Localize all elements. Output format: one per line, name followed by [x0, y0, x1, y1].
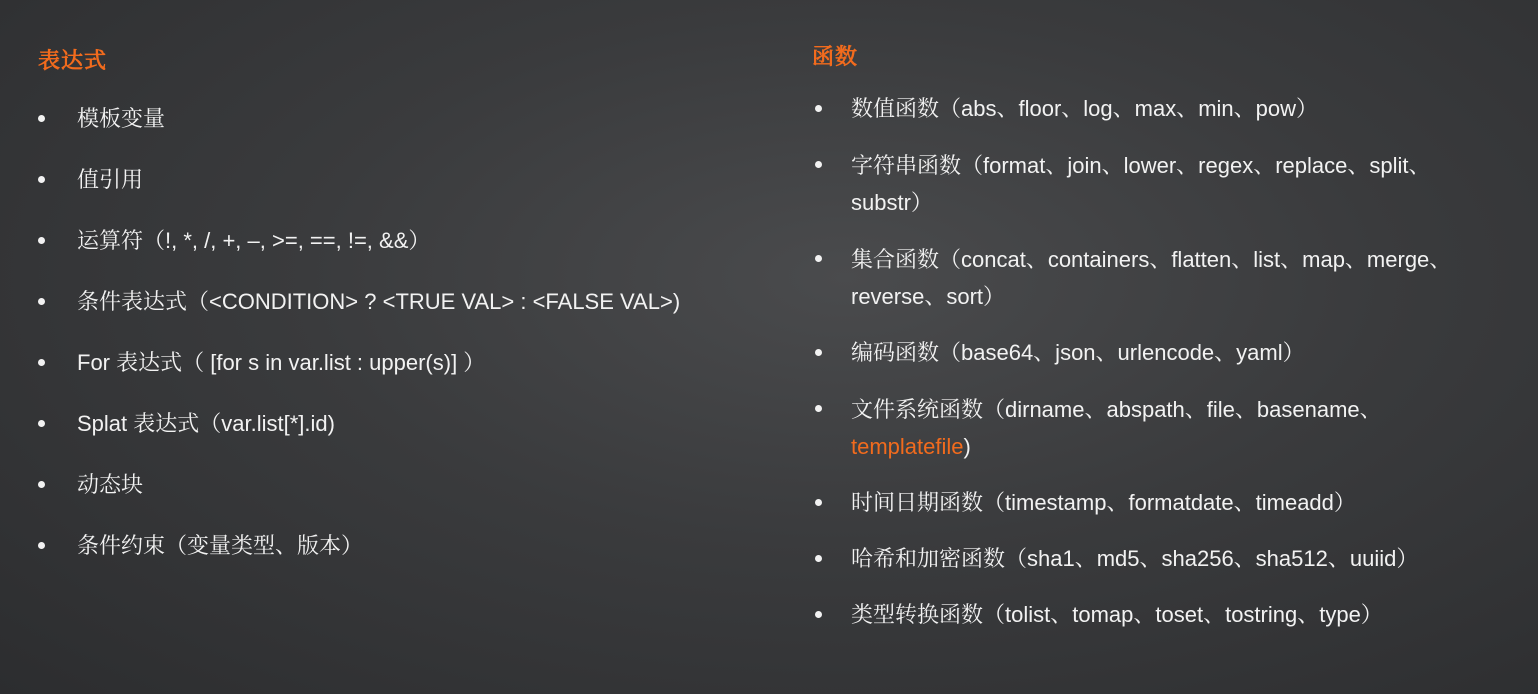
bullet-icon	[38, 176, 45, 183]
expressions-heading: 表达式	[38, 48, 108, 73]
bullet-icon	[815, 555, 822, 562]
list-item-text: 时间日期函数（timestamp、formatdate、timeadd）	[851, 490, 1356, 515]
list-item-text: 数值函数（abs、floor、log、max、min、pow）	[851, 96, 1318, 121]
list-item-text: 哈希和加密函数（sha1、md5、sha256、sha512、uuiid）	[851, 546, 1419, 571]
bullet-icon	[815, 405, 822, 412]
list-item-text: 模板变量	[77, 106, 166, 131]
bullet-icon	[815, 499, 822, 506]
bullet-icon	[815, 161, 822, 168]
list-item	[812, 91, 1451, 127]
list-item	[38, 406, 680, 467]
bullet-icon	[815, 349, 822, 356]
list-item	[812, 391, 1451, 465]
list-item	[38, 101, 680, 162]
bullet-icon	[815, 255, 822, 262]
list-item-text: 条件约束（变量类型、版本）	[77, 533, 364, 558]
bullet-icon	[815, 611, 822, 618]
list-item	[812, 597, 1451, 633]
bullet-icon	[38, 420, 45, 427]
bullet-icon	[38, 359, 45, 366]
list-item-text-continued: substr）	[851, 190, 933, 215]
bullet-icon	[815, 105, 822, 112]
list-item-text-continued: )	[963, 434, 971, 459]
list-item-text: 条件表达式（<CONDITION> ? <TRUE VAL> : <FALSE VAL>)	[77, 289, 681, 314]
functions-list	[812, 91, 1451, 653]
list-item	[812, 485, 1451, 521]
bullet-icon	[38, 237, 45, 244]
bullet-icon	[38, 298, 45, 305]
bullet-icon	[38, 542, 45, 549]
list-item-text: 文件系统函数（dirname、abspath、file、basename、	[851, 397, 1382, 422]
list-item	[812, 335, 1451, 371]
list-item	[812, 541, 1451, 577]
list-item	[38, 467, 680, 528]
list-item-text: 运算符（!, *, /, +, –, >=, ==, !=, &&）	[77, 228, 431, 253]
bullet-icon	[38, 481, 45, 488]
list-item	[38, 345, 680, 406]
functions-heading: 函数	[812, 44, 859, 69]
list-item-text: 编码函数（base64、json、urlencode、yaml）	[851, 340, 1305, 365]
list-item	[38, 162, 680, 223]
list-item	[38, 284, 680, 345]
highlighted-function: templatefile	[851, 434, 964, 459]
list-item	[38, 223, 680, 284]
list-item-text: 类型转换函数（tolist、tomap、toset、tostring、type）	[851, 602, 1383, 627]
list-item	[812, 241, 1451, 315]
expressions-list	[38, 101, 680, 589]
list-item-text: 集合函数（concat、containers、flatten、list、map、merge、	[851, 247, 1452, 272]
list-item-text-continued: reverse、sort）	[851, 284, 1006, 309]
list-item	[38, 528, 680, 589]
list-item	[812, 147, 1451, 221]
bullet-icon	[38, 115, 45, 122]
list-item-text: 动态块	[77, 472, 144, 497]
list-item-text: 字符串函数（format、join、lower、regex、replace、split、	[851, 153, 1431, 178]
list-item-text: 值引用	[77, 167, 144, 192]
list-item-text: For 表达式（ [for s in var.list : upper(s)] ）	[77, 350, 486, 375]
list-item-text: Splat 表达式（var.list[*].id)	[77, 411, 335, 436]
